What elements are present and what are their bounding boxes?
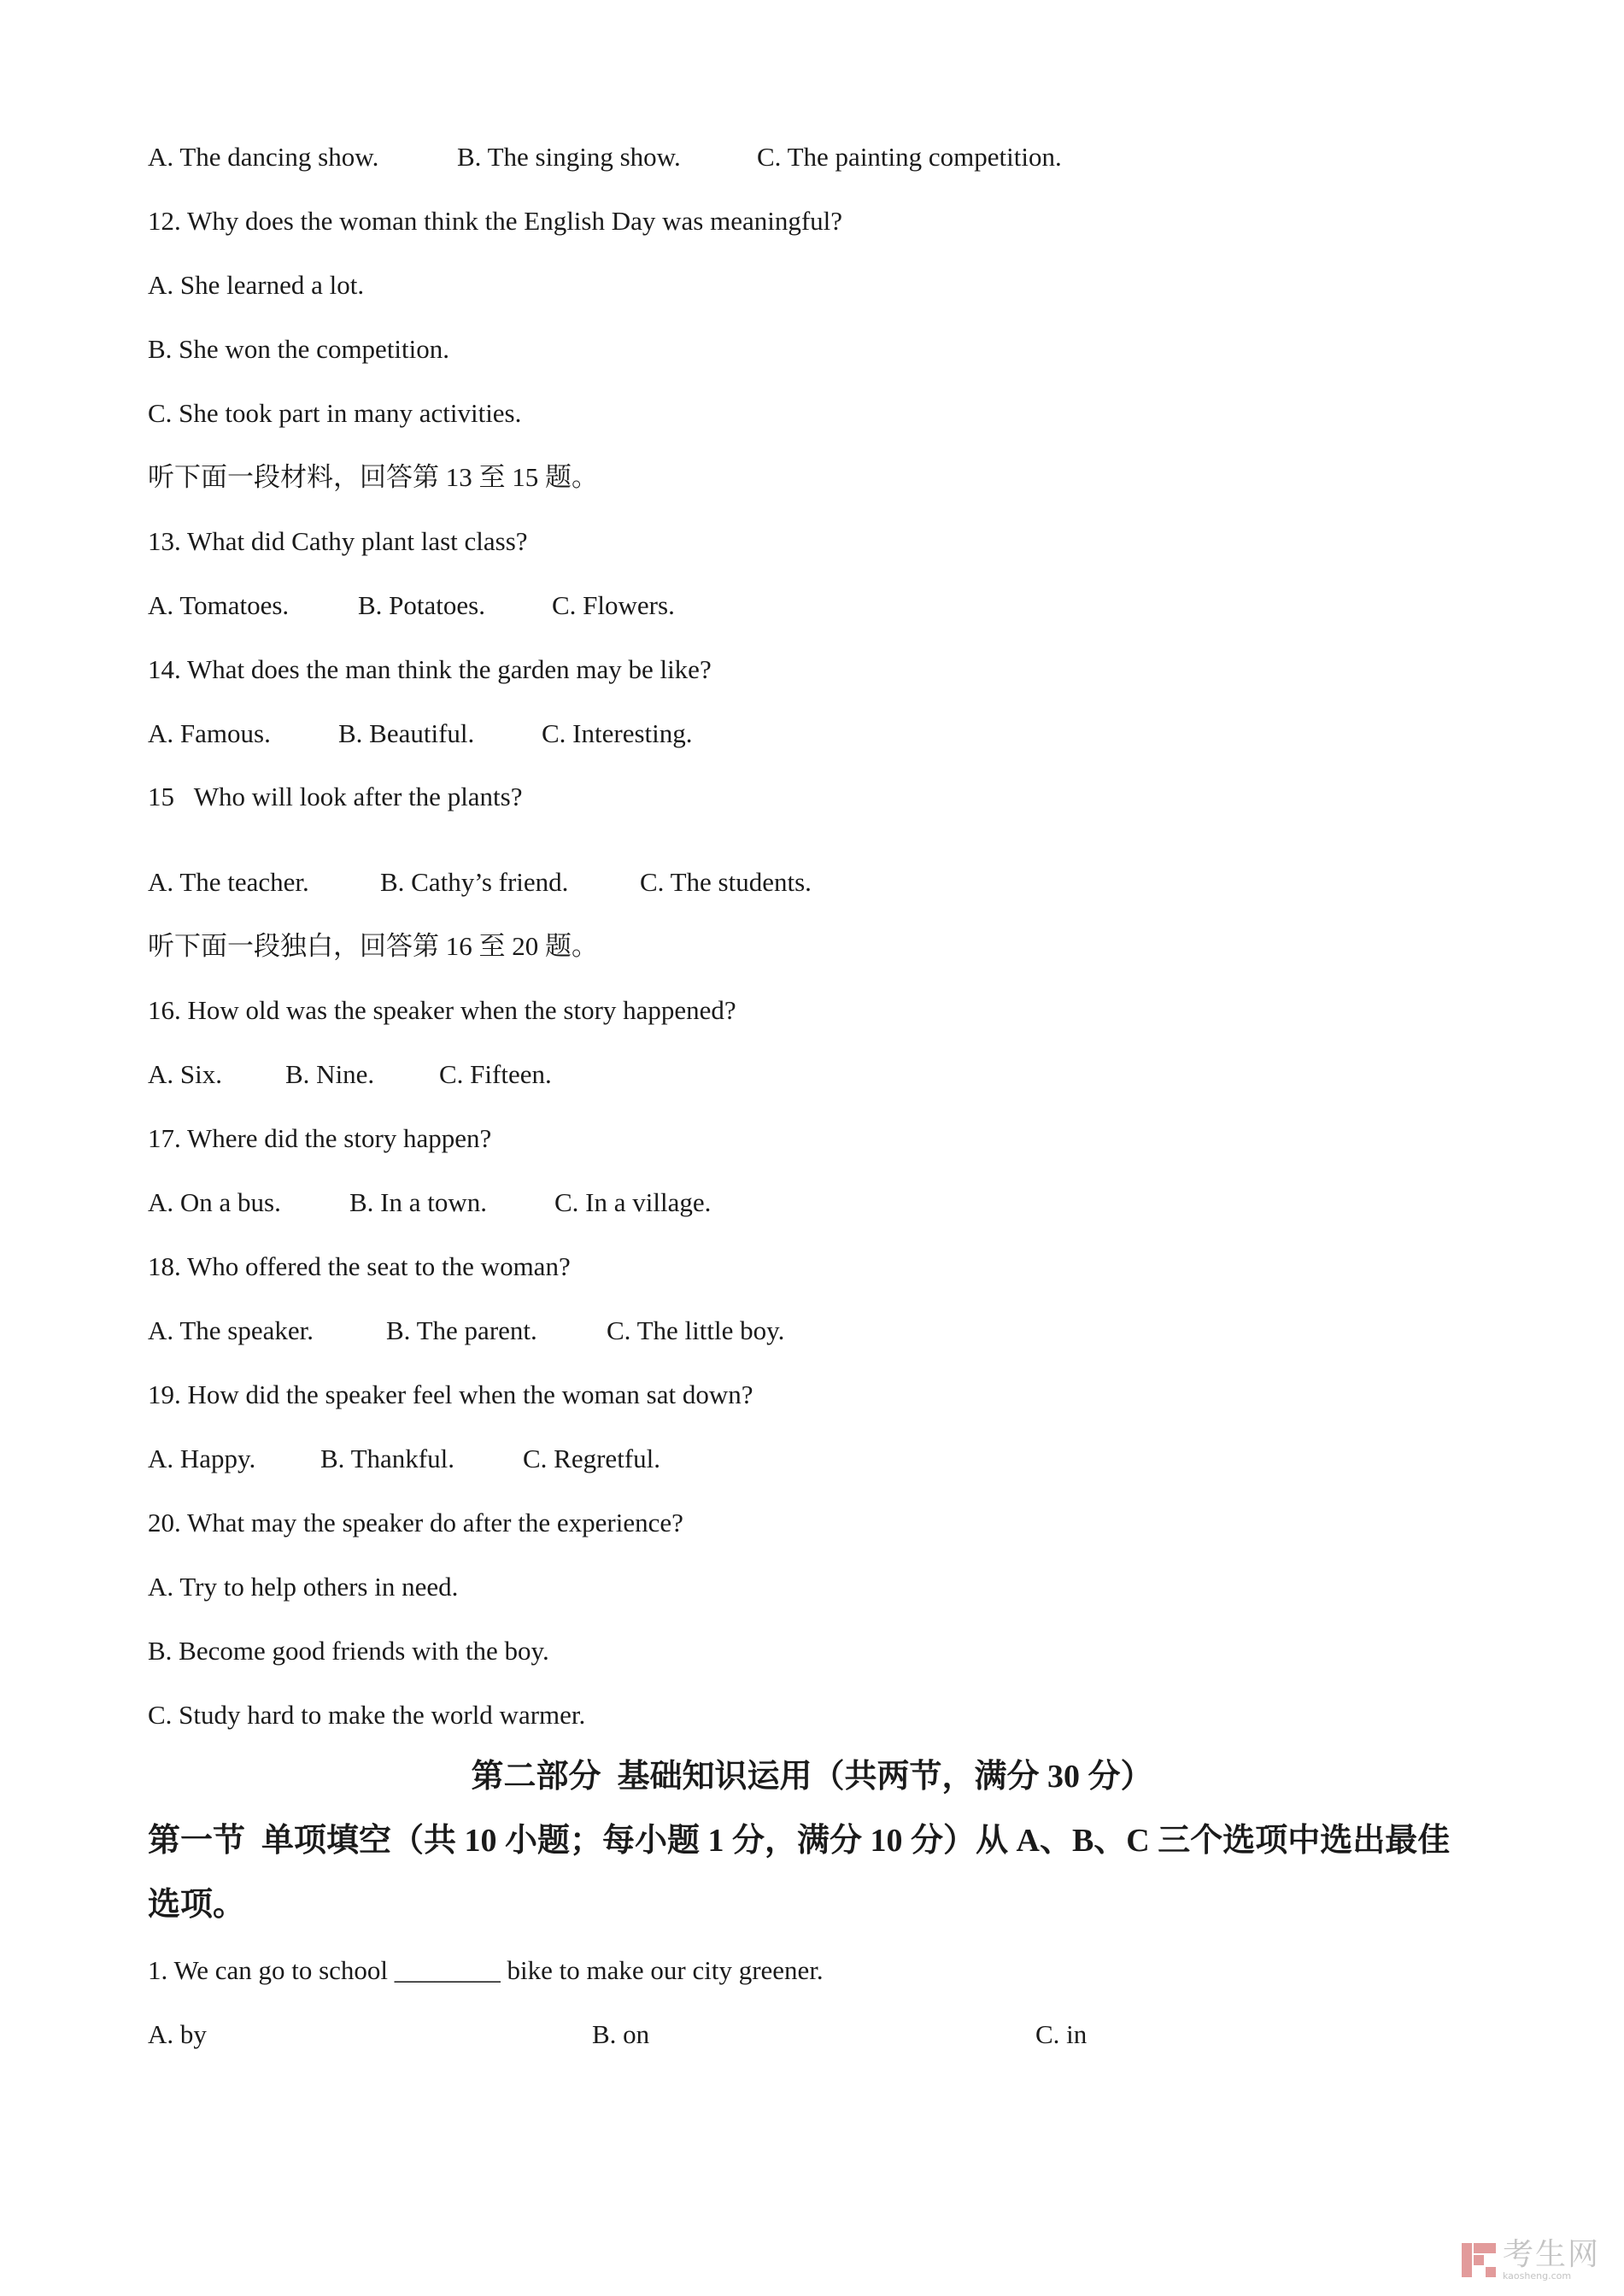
- q13-option-c: C. Flowers.: [552, 590, 675, 620]
- q16-question: 16. How old was the speaker when the story happened?: [148, 995, 736, 1025]
- section1-heading-line2: 选项。: [148, 1887, 246, 1923]
- q17-option-a: A. On a bus.: [148, 1187, 281, 1217]
- q14-options: [148, 717, 693, 751]
- kaosheng-logo-icon: [1462, 2243, 1496, 2277]
- p2-q1-options: [148, 2018, 1088, 2052]
- q19-option-a: A. Happy.: [148, 1444, 256, 1473]
- q16-option-c: C. Fifteen.: [439, 1059, 552, 1089]
- q18-option-a: A. The speaker.: [148, 1315, 314, 1345]
- p2-q1-option-a: A. by: [148, 2019, 207, 2049]
- q20-option-b: B. Become good friends with the boy.: [148, 1636, 549, 1666]
- q14-option-c: C. Interesting.: [542, 718, 693, 748]
- q16-options: [148, 1057, 552, 1092]
- q13-option-a: A. Tomatoes.: [148, 590, 290, 620]
- q17-question: 17. Where did the story happen?: [148, 1123, 492, 1153]
- q14-option-a: A. Famous.: [148, 718, 271, 748]
- instruction-13-15: 听下面一段材料，回答第 13 至 15 题。: [148, 462, 598, 492]
- part2-heading: 第二部分 基础知识运用（共两节，满分 30 分）: [471, 1759, 1153, 1795]
- q15-options: [148, 865, 812, 899]
- watermark: [1462, 2236, 1607, 2284]
- q18-option-b: B. The parent.: [386, 1315, 537, 1345]
- q12-option-c: C. She took part in many activities.: [148, 398, 522, 428]
- section1-heading-line1: 第一节 单项填空（共 10 小题；每小题 1 分，满分 10 分）从 A、B、C 三个选项中选出最佳: [148, 1823, 1451, 1859]
- q11-option-c: C. The painting competition.: [757, 142, 1062, 172]
- p2-q1-question: 1. We can go to school ________ bike to make our city greener.: [148, 1955, 824, 1985]
- q17-option-c: C. In a village.: [554, 1187, 712, 1217]
- q13-question: 13. What did Cathy plant last class?: [148, 526, 528, 556]
- instruction-16-20: 听下面一段独白，回答第 16 至 20 题。: [148, 931, 598, 961]
- q20-question: 20. What may the speaker do after the experience?: [148, 1508, 683, 1538]
- q11-options: [148, 140, 1062, 174]
- q16-option-a: A. Six.: [148, 1059, 222, 1089]
- q15-option-c: C. The students.: [640, 867, 812, 897]
- q11-option-a: A. The dancing show.: [148, 142, 379, 172]
- q15-option-b: B. Cathy’s friend.: [380, 867, 569, 897]
- q11-option-b: B. The singing show.: [457, 142, 681, 172]
- q20-option-a: A. Try to help others in need.: [148, 1572, 459, 1602]
- q15-option-a: A. The teacher.: [148, 867, 309, 897]
- q14-option-b: B. Beautiful.: [338, 718, 475, 748]
- q17-option-b: B. In a town.: [349, 1187, 488, 1217]
- q15-question: 15 Who will look after the plants?: [148, 782, 523, 811]
- q12-option-b: B. She won the competition.: [148, 334, 450, 364]
- q12-question: 12. Why does the woman think the English Day was meaningful?: [148, 206, 843, 236]
- q19-option-c: C. Regretful.: [523, 1444, 660, 1473]
- q14-question: 14. What does the man think the garden may be like?: [148, 654, 712, 684]
- q19-options: [148, 1442, 660, 1476]
- q12-option-a: A. She learned a lot.: [148, 270, 365, 300]
- watermark-text: 考生网: [1503, 2237, 1601, 2272]
- q18-question: 18. Who offered the seat to the woman?: [148, 1251, 571, 1281]
- p2-q1-option-c: C. in: [1035, 2019, 1088, 2049]
- q13-options: [148, 589, 675, 623]
- q18-options: [148, 1314, 785, 1348]
- q17-options: [148, 1186, 712, 1220]
- q20-option-c: C. Study hard to make the world warmer.: [148, 1700, 586, 1730]
- q18-option-c: C. The little boy.: [607, 1315, 785, 1345]
- p2-q1-option-b: B. on: [592, 2019, 650, 2049]
- watermark-subtext: kaosheng.com: [1503, 2270, 1572, 2281]
- q13-option-b: B. Potatoes.: [358, 590, 485, 620]
- q16-option-b: B. Nine.: [285, 1059, 375, 1089]
- q19-question: 19. How did the speaker feel when the woman sat down?: [148, 1379, 753, 1409]
- q19-option-b: B. Thankful.: [320, 1444, 454, 1473]
